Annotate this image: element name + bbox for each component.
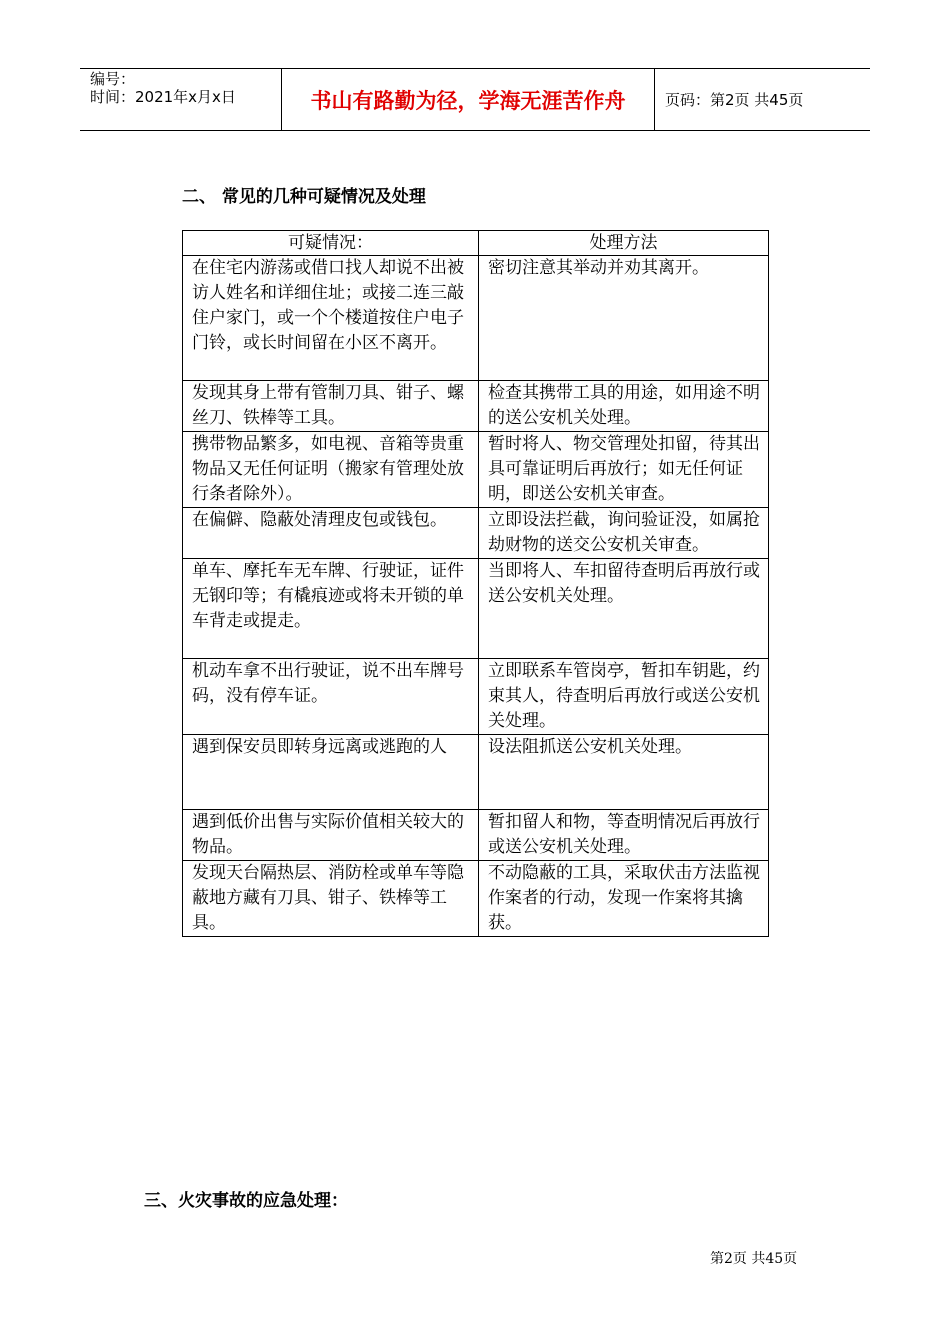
table-row: [183, 559, 769, 659]
table-header-row: [183, 231, 769, 256]
situation-cell: 携带物品繁多，如电视、音箱等贵重物品又无任何证明（搬家有管理处放行条者除外）。: [183, 432, 479, 508]
method-cell: 不动隐蔽的工具，采取伏击方法监视作案者的行动，发现一作案将其擒获。: [479, 861, 769, 937]
situation-cell: 遇到低价出售与实际价值相关较大的物品。: [183, 810, 479, 861]
table-row: [183, 861, 769, 937]
table-row: [183, 432, 769, 508]
table-row: [183, 810, 769, 861]
situation-cell: 单车、摩托车无车牌、行驶证，证件无钢印等；有橇痕迹或将未开锁的单车背走或提走。: [183, 559, 479, 659]
situation-cell: 在偏僻、隐蔽处清理皮包或钱包。: [183, 508, 479, 559]
method-cell: 暂时将人、物交管理处扣留，待其出具可靠证明后再放行；如无任何证明，即送公安机关审查。: [479, 432, 769, 508]
table-row: [183, 256, 769, 381]
header-meta: [80, 69, 281, 130]
situation-cell: 发现其身上带有管制刀具、钳子、螺丝刀、铁棒等工具。: [183, 381, 479, 432]
situation-cell: 遇到保安员即转身远离或逃跑的人: [183, 735, 479, 810]
column-header-situation: 可疑情况：: [183, 231, 479, 256]
situation-cell: 机动车拿不出行驶证，说不出车牌号码，没有停车证。: [183, 659, 479, 735]
situation-cell: 发现天台隔热层、消防栓或单车等隐蔽地方藏有刀具、钳子、铁棒等工具。: [183, 861, 479, 937]
table-row: [183, 381, 769, 432]
header-motto: 书山有路勤为径，学海无涯苦作舟: [281, 69, 655, 130]
method-cell: 暂扣留人和物，等查明情况后再放行或送公安机关处理。: [479, 810, 769, 861]
situation-cell: 在住宅内游荡或借口找人却说不出被访人姓名和详细住址；或接二连三敲住户家门，或一个个楼道按住户电子门铃，或长时间留在小区不离开。: [183, 256, 479, 381]
section-2-title: 二、 常见的几种可疑情况及处理: [182, 187, 426, 207]
method-cell: 检查其携带工具的用途，如用途不明的送公安机关处理。: [479, 381, 769, 432]
method-cell: 密切注意其举动并劝其离开。: [479, 256, 769, 381]
suspicious-situations-table: [182, 230, 769, 937]
method-cell: 设法阻抓送公安机关处理。: [479, 735, 769, 810]
time-label: 时间：2021年x月x日: [90, 88, 236, 106]
header-page-info: 页码：第2页 共45页: [665, 91, 804, 109]
page-footer: 第2页 共45页: [710, 1251, 798, 1267]
table-row: [183, 508, 769, 559]
table-row: [183, 659, 769, 735]
column-header-method: 处理方法: [479, 231, 769, 256]
number-label: 编号：: [90, 70, 136, 88]
section-3-title: 三、火灾事故的应急处理：: [144, 1191, 348, 1211]
method-cell: 当即将人、车扣留待查明后再放行或送公安机关处理。: [479, 559, 769, 659]
method-cell: 立即设法拦截，询问验证没，如属抢劫财物的送交公安机关审查。: [479, 508, 769, 559]
table-row: [183, 735, 769, 810]
page-header: [80, 68, 870, 131]
method-cell: 立即联系车管岗亭，暂扣车钥匙，约束其人，待查明后再放行或送公安机关处理。: [479, 659, 769, 735]
